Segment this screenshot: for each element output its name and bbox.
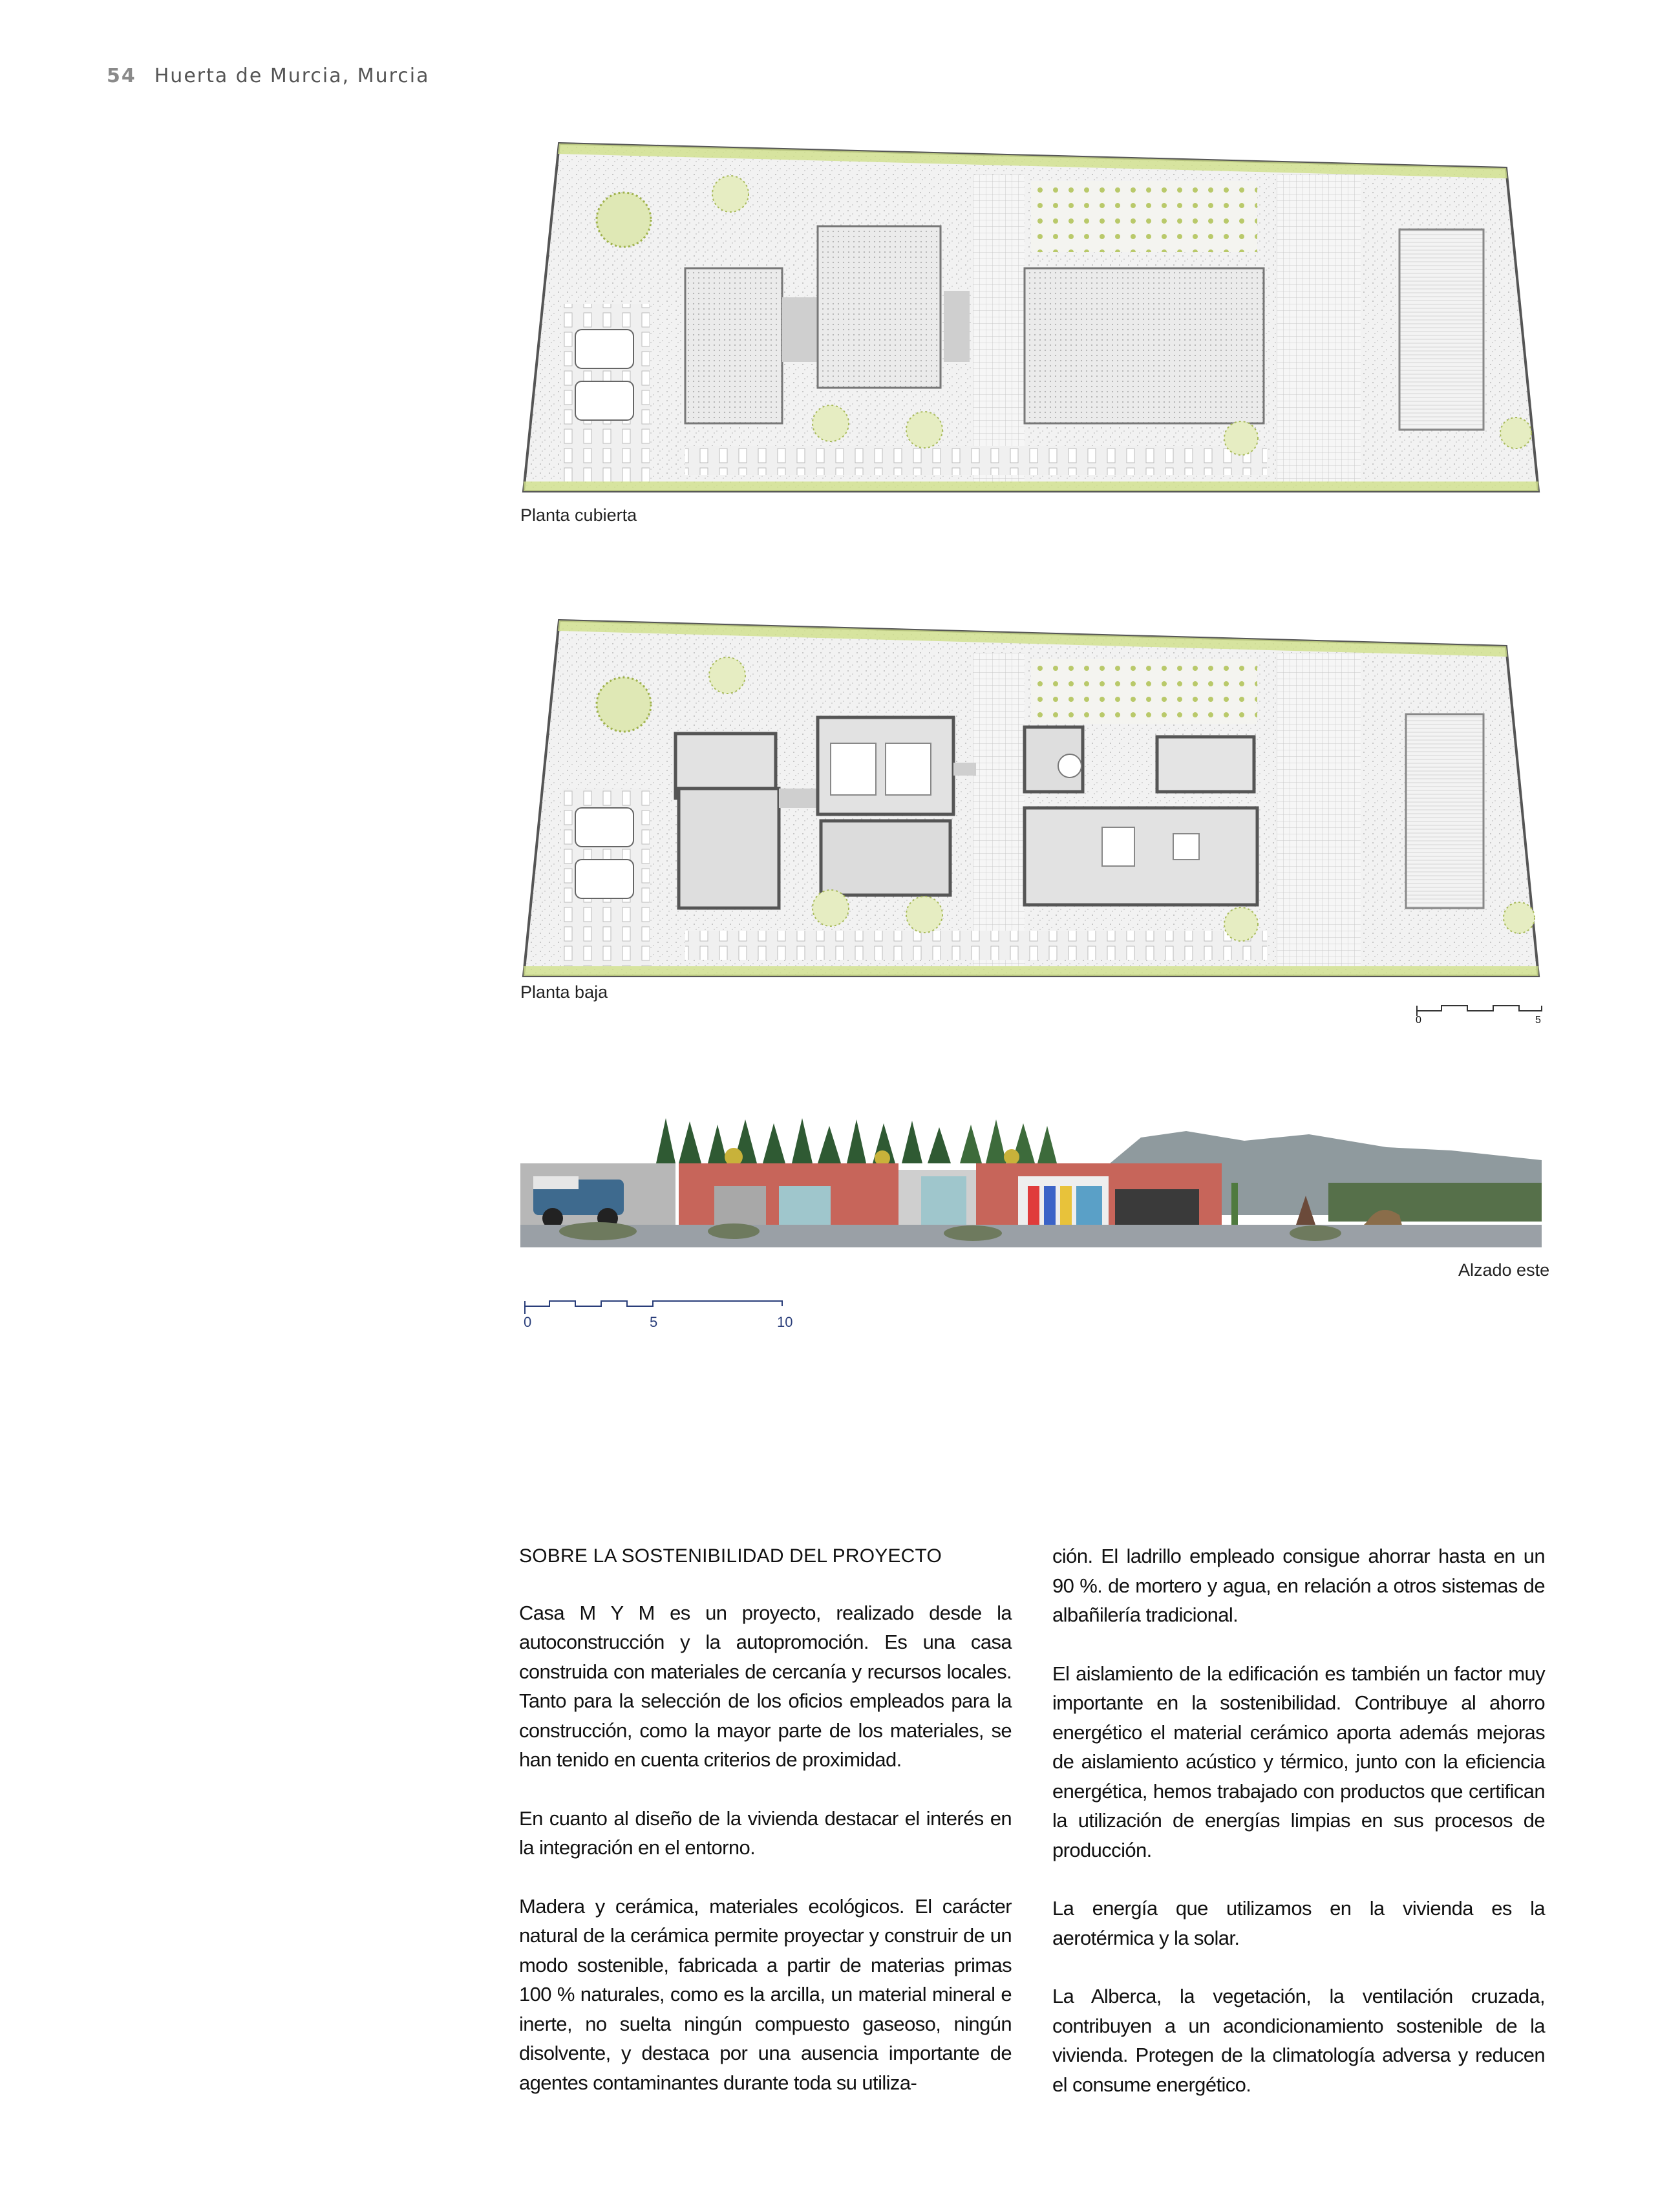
elevation-scale-bar [524,1296,795,1335]
article-heading: SOBRE LA SOSTENIBILIDAD DEL PROYECTO [519,1545,942,1567]
plan-scale-end: 5 [1535,1015,1541,1026]
header-location: Huerta de Murcia, Murcia [154,65,430,87]
elevation-scale-mid: 5 [650,1314,658,1330]
article-paragraph: Madera y cerámica, materiales ecológicos. El carácter natural de la cerámica permite proyectar y construir de un modo sostenible, fabricada a partir de materias primas 100 % naturales, como es la arcilla, un material mineral e inerte, no suelta ningún compuesto gaseoso, ningún disolvente, y destaca por una ausencia importante de agentes contaminantes durante toda su utiliza- [519,1894,1012,2094]
article-column-1 [519,1541,1012,2126]
elevation-caption: Alzado este [1458,1260,1550,1280]
roof-plan [520,136,1542,498]
page-number: 54 [107,65,136,87]
plan-scale-bar [1416,1000,1545,1033]
article-column-2 [1052,1541,1545,2128]
elevation-scale-end: 10 [777,1314,793,1330]
tile-panel [1018,1176,1109,1228]
ground-plan-caption: Planta baja [520,982,608,1002]
article-paragraph: La energía que utilizamos en la vivienda es la aerotérmica y la solar. [1052,1897,1545,1949]
plan-scale-start: 0 [1416,1015,1421,1026]
article-paragraph: En cuanto al diseño de la vivienda destacar el interés en la integración en el entorno. [519,1806,1012,1859]
article-paragraph: Casa M Y M es un proyecto, realizado desde la autoconstrucción y la autopromoción. Es una casa construida con materiales de cercanía y recursos locales. Tanto para la selección de los oficios empleados para la construcción, como la mayor parte de los materiales, se han tenido en cuenta criterios de proximidad. [519,1601,1012,1771]
elevation-scale-start: 0 [524,1314,532,1330]
running-header [107,65,429,87]
article-paragraph: ción. El ladrillo empleado consigue ahorrar hasta en un 90 %. de mortero y agua, en relación a otros sistemas de albañilería tradicional. [1052,1545,1545,1626]
roof-plan-caption: Planta cubierta [520,505,637,525]
article-paragraph: La Alberca, la vegetación, la ventilación cruzada, contribuyen a un acondicionamiento sostenible de la vivienda. Protegen de la climatología adversa y reducen el consume energético. [1052,1985,1545,2096]
article-paragraph: El aislamiento de la edificación es también un factor muy importante en la sostenibilidad. Contribuye al ahorro energético el material cerámico aporta además mejoras de aislamiento acústico y térmico, junto con la eficiencia energética, hemos trabajado con productos que certifican la utilización de energías limpias en sus procesos de producción. [1052,1662,1545,1861]
east-elevation [520,1112,1542,1247]
ground-floor-plan [520,614,1542,982]
